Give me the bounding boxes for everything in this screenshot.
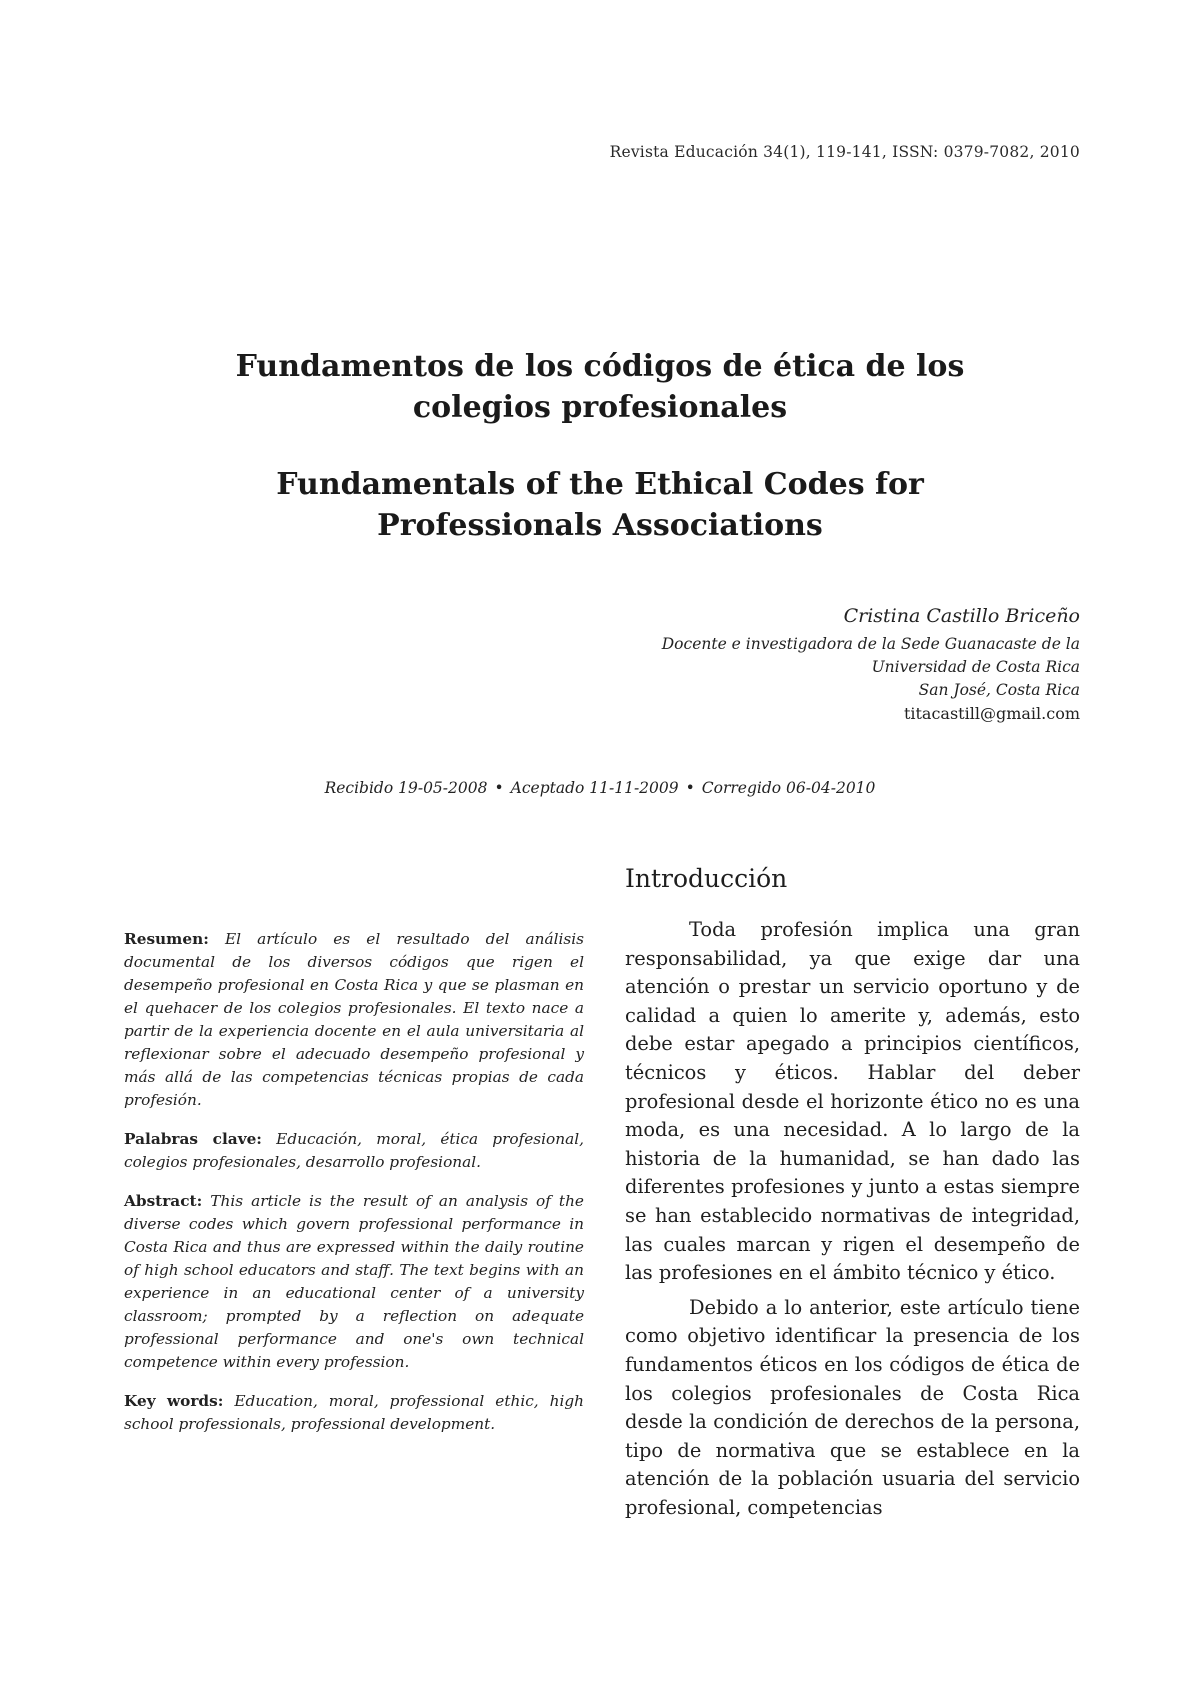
abstract-column [124, 928, 584, 1452]
abstract-label: Abstract: [124, 1192, 203, 1210]
palabras-clave-label: Palabras clave: [124, 1130, 262, 1148]
author-block [662, 602, 1080, 725]
date-separator: • [494, 779, 504, 797]
author-affiliation-line1: Docente e investigadora de la Sede Guanacaste de la [661, 635, 1080, 653]
author-name: Cristina Castillo Briceño [843, 605, 1080, 627]
keywords-label: Key words: [124, 1392, 224, 1410]
resumen-paragraph [124, 928, 584, 1112]
author-location: San José, Costa Rica [918, 681, 1080, 699]
author-affiliation-line2: Universidad de Costa Rica [871, 658, 1080, 676]
abstract-paragraph [124, 1190, 584, 1374]
title-english-line2: Professionals Associations [377, 508, 823, 543]
keywords-paragraph [124, 1390, 584, 1436]
palabras-clave-paragraph [124, 1128, 584, 1174]
resumen-text: El artículo es el resultado del análisis documental de los diversos códigos que rigen el desempeño profesional en Costa Rica y que se plasman en el quehacer de los colegios profesionales. El texto nace a partir de la experiencia docente en el aula universitaria al reflexionar sobre el adecuado desempeño profesional y más allá de las competencias técnicas propias de cada profesión. [124, 930, 584, 1109]
palabras-clave-text: Educación, moral, ética profesional, colegios profesionales, desarrollo profesional. [124, 1130, 584, 1171]
date-separator: • [685, 779, 695, 797]
date-accepted: Aceptado 11-11-2009 [510, 779, 679, 797]
keywords-text: Education, moral, professional ethic, high school professionals, professional development. [124, 1392, 584, 1433]
introduction-paragraph-1: Toda profesión implica una gran responsabilidad, ya que exige dar una atención o prestar un servicio oportuno y de calidad a quien lo amerite y, además, esto debe estar apegado a principios científicos, técnicos y éticos. Hablar del deber profesional desde el horizonte ético no es una moda, es una necesidad. A lo largo de la historia de la humanidad, se han dado las diferentes profesiones y junto a estas siempre se han establecido normativas de integridad, las cuales marcan y rigen el desempeño de las profesiones en el ámbito técnico y ético. [625, 918, 1080, 1285]
date-corrected: Corregido 06-04-2010 [701, 779, 876, 797]
submission-dates [0, 779, 1200, 797]
author-email: titacastill@gmail.com [903, 704, 1080, 723]
title-english-line1: Fundamentals of the Ethical Codes for [276, 467, 924, 502]
title-spanish-line1: Fundamentos de los códigos de ética de los [235, 349, 965, 384]
introduction-heading: Introducción [625, 864, 788, 893]
introduction-column [625, 862, 1080, 1522]
abstract-text: This article is the result of an analysis of the diverse codes which govern professional performance in Costa Rica and thus are expressed within the daily routine of high school educators and staff. The text begins with an experience in an educational center of a university classroom; prompted by a reflection on adequate professional performance and one's own technical competence within every profession. [124, 1192, 584, 1371]
title-spanish-line2: colegios profesionales [412, 390, 788, 425]
running-head: Revista Educación 34(1), 119-141, ISSN: 0379-7082, 2010 [609, 143, 1080, 161]
title-english [0, 464, 1200, 546]
title-block [0, 346, 1200, 546]
date-received: Recibido 19-05-2008 [324, 779, 488, 797]
resumen-label: Resumen: [124, 930, 209, 948]
title-spanish [0, 346, 1200, 428]
introduction-paragraph-2: Debido a lo anterior, este artículo tiene como objetivo identificar la presencia de los fundamentos éticos en los códigos de ética de los colegios profesionales de Costa Rica desde la condición de derechos de la persona, tipo de normativa que se establece en la atención de la población usuaria del servicio profesional, competencias [625, 1295, 1080, 1519]
